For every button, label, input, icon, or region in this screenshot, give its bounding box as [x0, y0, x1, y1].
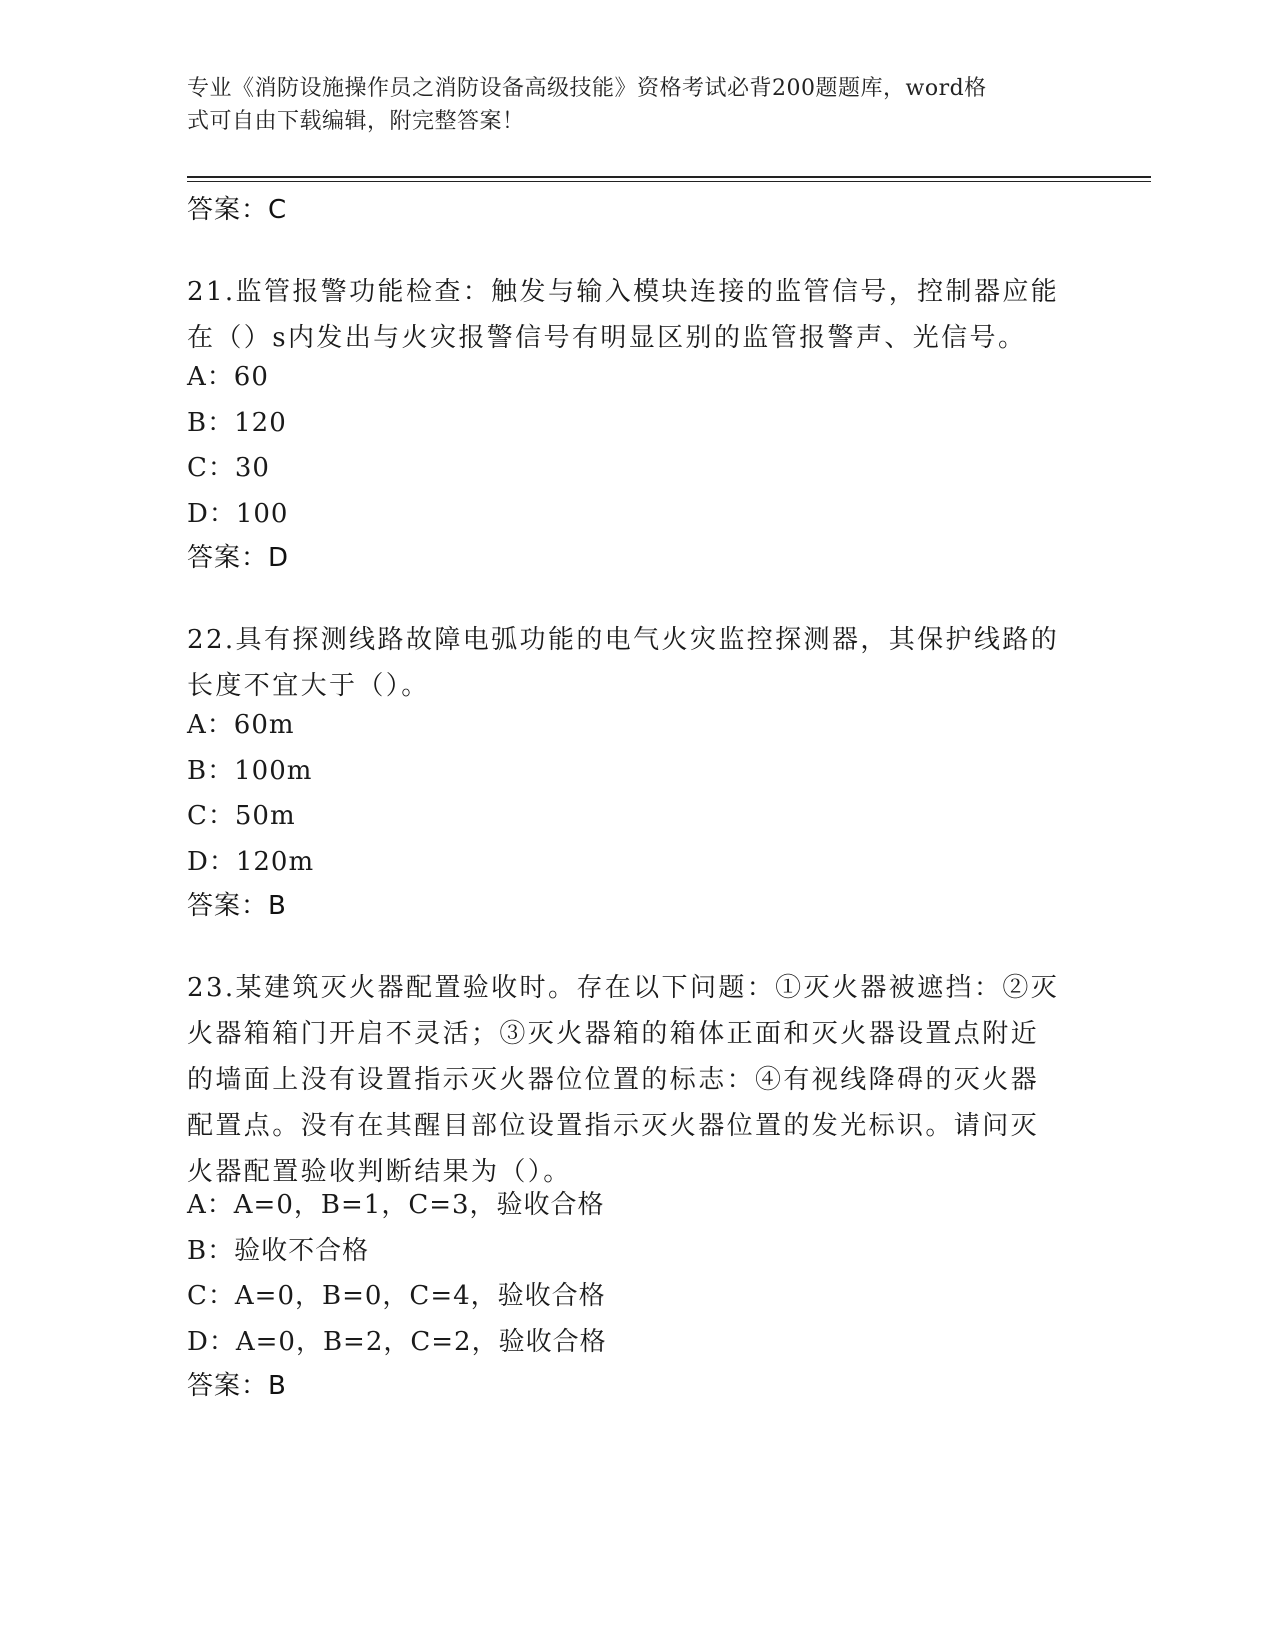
question-21-answer: 答案：D: [187, 543, 290, 573]
question-22-options: [187, 703, 1087, 885]
option-d: D：120m: [187, 846, 315, 877]
option-c: C：30: [187, 453, 270, 483]
previous-answer: 答案：C: [187, 195, 288, 225]
header-line-1: 专业《消防设施操作员之消防设备高级技能》资格考试必背200题题库，word格: [187, 76, 987, 101]
question-23: [187, 965, 1087, 1195]
question-stem-line: 23.某建筑灭火器配置验收时。存在以下问题：①灭火器被遮挡：②灭: [187, 973, 1060, 1003]
page-header: [187, 72, 1067, 138]
question-stem-line: 21.监管报警功能检查：触发与输入模块连接的监管信号，控制器应能: [187, 277, 1060, 307]
header-divider-thick: [187, 176, 1151, 178]
question-stem-line: 的墙面上没有设置指示灭火器位位置的标志：④有视线降碍的灭火器: [187, 1065, 1040, 1095]
option-d: D：100: [187, 498, 289, 529]
question-22-answer: 答案：B: [187, 891, 287, 921]
header-divider-thin: [187, 181, 1151, 182]
question-stem-line: 22.具有探测线路故障电弧功能的电气火灾监控探测器，其保护线路的: [187, 625, 1060, 655]
question-stem-line: 在（）s内发出与火灾报警信号有明显区别的监管报警声、光信号。: [187, 323, 1027, 353]
question-stem-line: 火器配置验收判断结果为（）。: [187, 1157, 572, 1187]
option-b: B：120: [187, 407, 287, 438]
option-a: A：60m: [187, 710, 295, 740]
question-21-options: [187, 355, 1087, 537]
question-stem-line: 长度不宜大于（）。: [187, 671, 430, 701]
question-21: [187, 269, 1087, 361]
option-d: D：A=0，B=2，C=2，验收合格: [187, 1326, 607, 1357]
question-23-options: [187, 1183, 1087, 1365]
question-22: [187, 617, 1087, 709]
option-c: C：50m: [187, 801, 296, 831]
option-c: C：A=0，B=0，C=4，验收合格: [187, 1281, 606, 1311]
option-b: B：100m: [187, 755, 313, 786]
option-a: A：60: [187, 362, 269, 392]
question-23-answer: 答案：B: [187, 1371, 287, 1401]
question-stem-line: 火器箱箱门开启不灵活；③灭火器箱的箱体正面和灭火器设置点附近: [187, 1019, 1040, 1049]
option-a: A：A=0，B=1，C=3，验收合格: [187, 1190, 605, 1220]
option-b: B：验收不合格: [187, 1235, 370, 1266]
header-line-2: 式可自由下载编辑，附完整答案！: [187, 109, 525, 134]
question-stem-line: 配置点。没有在其醒目部位设置指示灭火器位置的发光标识。请问灭: [187, 1111, 1040, 1141]
